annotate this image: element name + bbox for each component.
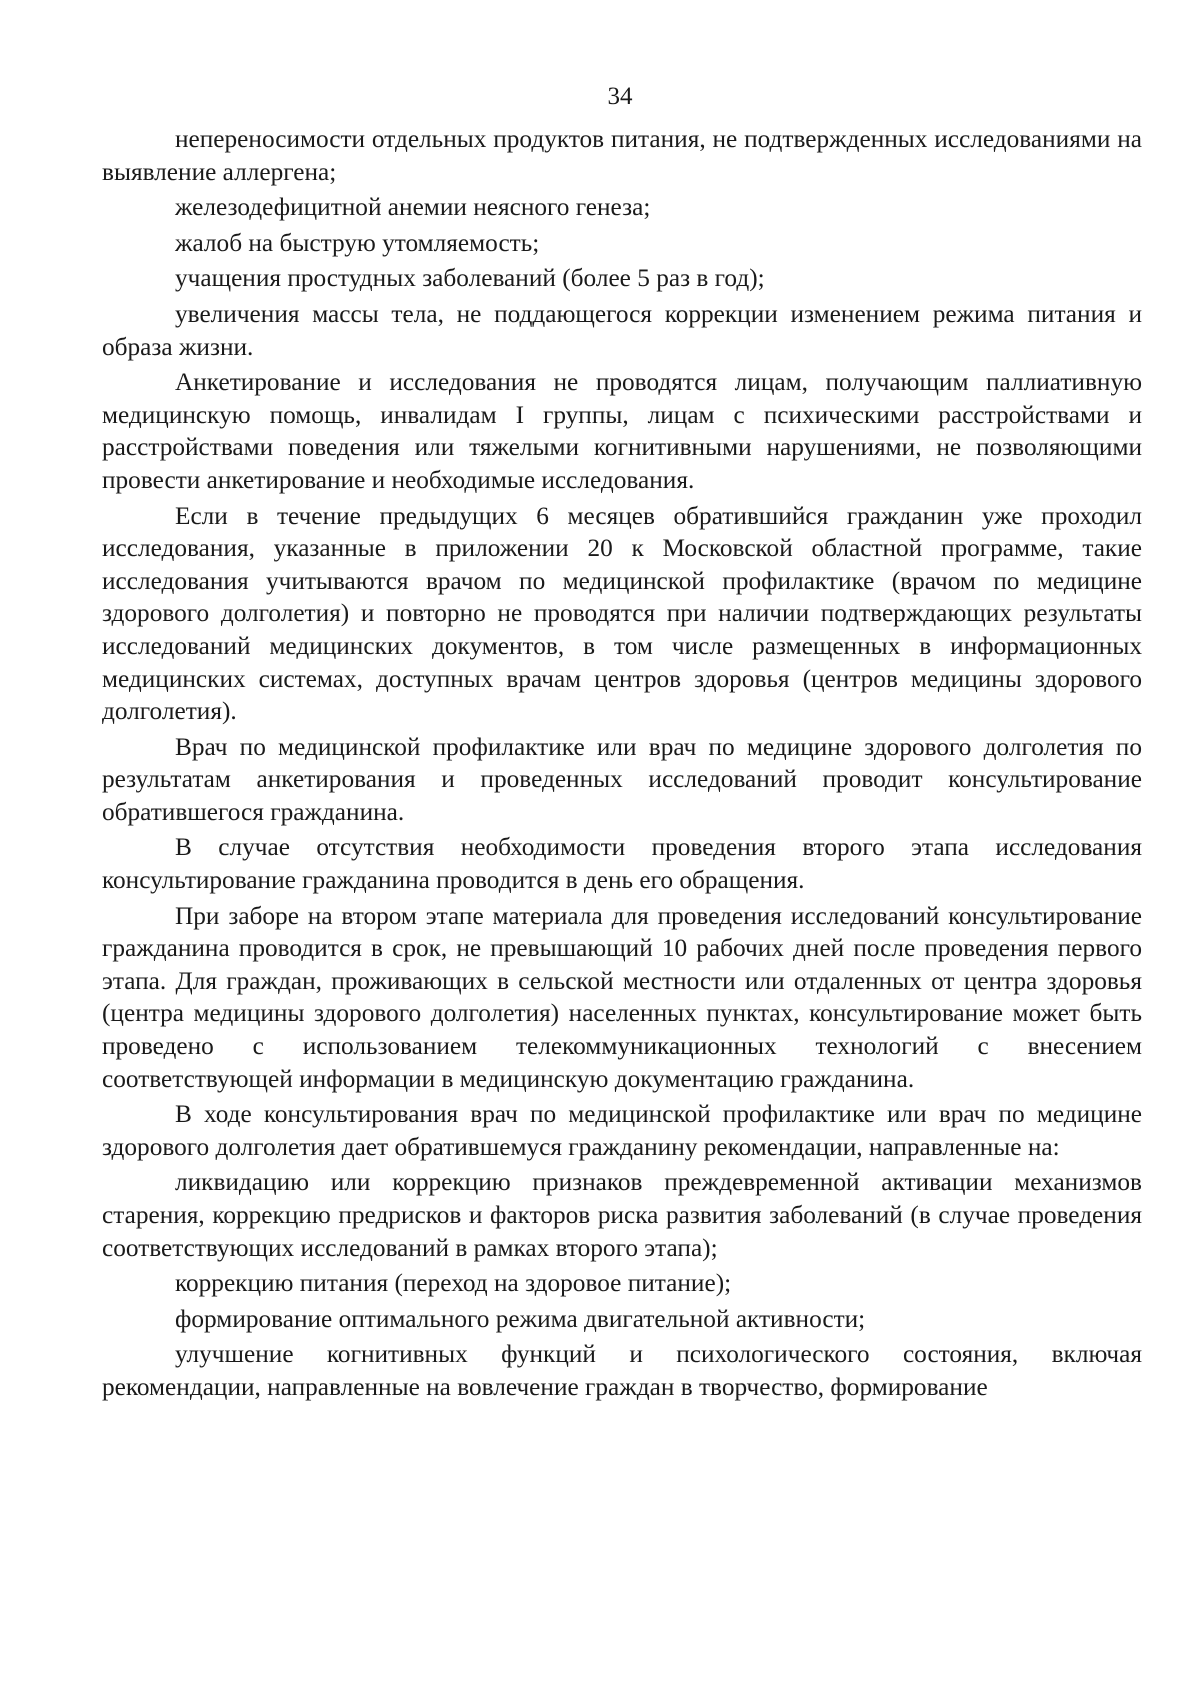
- document-body: [102, 123, 1142, 1404]
- paragraph: жалоб на быструю утомляемость;: [175, 228, 540, 257]
- paragraph: При заборе на втором этапе материала для проведения исследований консультирование гражданина проводится в срок, не превышающий 10 рабочих дней после проведения первого этапа. Для граждан, проживающих в сельской местности или отдаленных от центра здоровья (центра медицины здорового долголетия) населенных пунктах, консультирование может быть проведено с использованием телекоммуникационных технологий с внесением соответствующей информации в медицинскую документацию гражданина.: [102, 901, 1142, 1093]
- paragraph: Анкетирование и исследования не проводятся лицам, получающим паллиативную медицинскую помощь, инвалидам I группы, лицам с психическими расстройствами и расстройствами поведения или тяжелыми когнитивными нарушениями, не позволяющими провести анкетирование и необходимые исследования.: [102, 368, 1142, 494]
- paragraph: ликвидацию или коррекцию признаков преждевременной активации механизмов старения, коррекцию предрисков и факторов риска развития заболеваний (в случае проведения соответствующих исследований в рамках второго этапа);: [102, 1168, 1142, 1262]
- paragraph: коррекцию питания (переход на здоровое питание);: [175, 1269, 732, 1298]
- paragraph: железодефицитной анемии неясного генеза;: [175, 193, 651, 222]
- paragraph: непереносимости отдельных продуктов питания, не подтвержденных исследованиями на выявление аллергена;: [102, 125, 1142, 186]
- paragraph: В случае отсутствия необходимости проведения второго этапа исследования консультирование гражданина проводится в день его обращения.: [102, 833, 1142, 895]
- paragraph: формирование оптимального режима двигательной активности;: [175, 1304, 866, 1333]
- page-number: 34: [607, 83, 633, 110]
- paragraph: учащения простудных заболеваний (более 5 раз в год);: [175, 264, 765, 293]
- paragraph: Врач по медицинской профилактике или врач по медицине здорового долголетия по результатам анкетирования и проведенных исследований проводит консультирование обратившегося гражданина.: [102, 732, 1142, 826]
- paragraph: увеличения массы тела, не поддающегося коррекции изменением режима питания и образа жизни.: [102, 299, 1142, 361]
- paragraph: Если в течение предыдущих 6 месяцев обратившийся гражданин уже проходил исследования, указанные в приложении 20 к Московской областной программе, такие исследования учитываются врачом по медицинской профилактике (врачом по медицине здорового долголетия) и повторно не проводятся при наличии подтверждающих результаты исследований медицинских документов, в том числе размещенных в информационных медицинских системах, доступных врачам центров здоровья (центров медицины здорового долголетия).: [102, 501, 1142, 726]
- paragraph: В ходе консультирования врач по медицинской профилактике или врач по медицине здорового долголетия дает обратившемуся гражданину рекомендации, направленные на:: [102, 1100, 1142, 1161]
- paragraph: улучшение когнитивных функций и психологического состояния, включая рекомендации, направленные на вовлечение граждан в творчество, формирование: [102, 1340, 1142, 1401]
